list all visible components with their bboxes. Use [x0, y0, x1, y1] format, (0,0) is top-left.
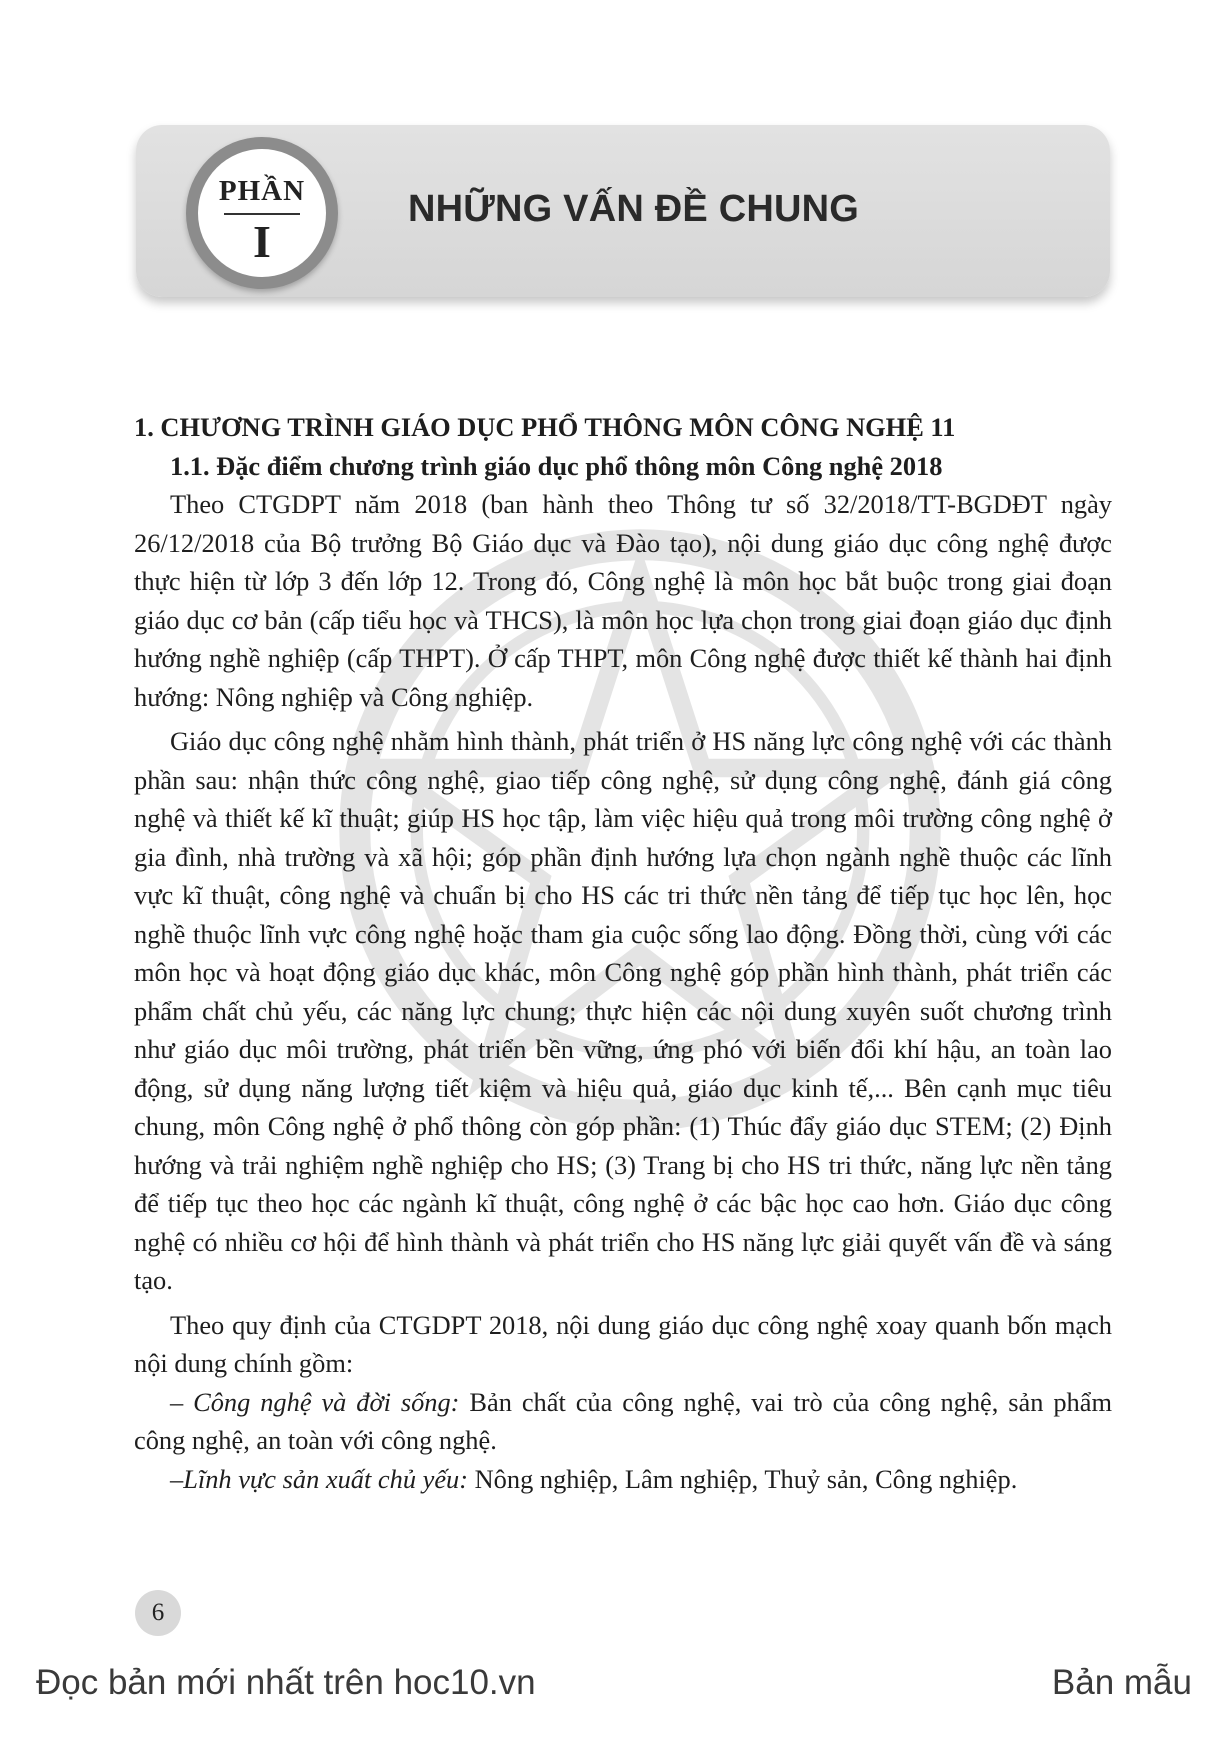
chapter-title: NHỮNG VẤN ĐỀ CHUNG [408, 188, 860, 230]
part-badge-inner [198, 149, 326, 277]
footer-sample-label: Bản mẫu [1051, 1663, 1192, 1702]
part-badge [186, 137, 338, 289]
list-item [134, 1383, 1112, 1460]
paragraph: Giáo dục công nghệ nhằm hình thành, phát triển ở HS năng lực công nghệ với các thành phần sau: nhận thức công nghệ, giao tiếp công nghệ, sử dụng công nghệ, đánh giá công nghệ và thiết kế kĩ thuật; giúp HS học tập, làm việc hiệu quả trong môi trường công nghệ ở gia đình, nhà trường và xã hội; góp phần định hướng lựa chọn ngành nghề thuộc các lĩnh vực kĩ thuật, công nghệ và chuẩn bị cho HS các tri thức nền tảng để tiếp tục học lên, học nghề thuộc lĩnh vực công nghệ hoặc tham gia cuộc sống lao động. Đồng thời, cùng với các môn học và hoạt động giáo dục khác, môn Công nghệ góp phần hình thành, phát triển các phẩm chất chủ yếu, các năng lực chung; thực hiện các nội dung xuyên suốt chương trình như giáo dục môi trường, phát triển bền vững, ứng phó với biến đổi khí hậu, an toàn lao động, sử dụng năng lượng tiết kiệm và hiệu quả, giáo dục kinh tế,... Bên cạnh mục tiêu chung, môn Công nghệ ở phổ thông còn góp phần: (1) Thúc đẩy giáo dục STEM; (2) Định hướng và trải nghiệm nghề nghiệp cho HS; (3) Trang bị cho HS tri thức, năng lực nền tảng để tiếp tục theo học các ngành kĩ thuật, công nghệ ở các bậc học cao hơn. Giáo dục công nghệ có nhiều cơ hội để hình thành và phát triển cho HS năng lực giải quyết vấn đề và sáng tạo. [134, 726, 1112, 1295]
section-heading: 1. CHƯƠNG TRÌNH GIÁO DỤC PHỔ THÔNG MÔN CÔNG NGHỆ 11 [134, 412, 956, 442]
list-item [134, 1460, 1112, 1499]
part-label: PHẦN [218, 175, 306, 207]
list-dash: – [170, 1386, 194, 1417]
page-content [134, 408, 1112, 1498]
list-text: Bản chất của công nghệ, vai trò của công nghệ, sản phẩm công nghệ, an toàn với công nghệ. [134, 1386, 1112, 1455]
paragraph: Theo CTGDPT năm 2018 (ban hành theo Thông tư số 32/2018/TT-BGDĐT ngày 26/12/2018 của Bộ trưởng Bộ Giáo dục và Đào tạo), nội dung giáo dục công nghệ được thực hiện từ lớp 3 đến lớp 12. Trong đó, Công nghệ là môn học bắt buộc trong giai đoạn giáo dục cơ bản (cấp tiểu học và THCS), là môn học lựa chọn trong giai đoạn giáo dục định hướng nghề nghiệp (cấp THPT). Ở cấp THPT, môn Công nghệ được thiết kế thành hai định hướng: Nông nghiệp và Công nghiệp. [134, 489, 1112, 712]
paragraph: Theo quy định của CTGDPT 2018, nội dung giáo dục công nghệ xoay quanh bốn mạch nội dung chính gồm: [134, 1309, 1112, 1378]
part-number: I [253, 216, 271, 267]
list-text: Nông nghiệp, Lâm nghiệp, Thuỷ sản, Công nghiệp. [468, 1463, 1018, 1494]
list-term: Lĩnh vực sản xuất chủ yếu: [183, 1463, 469, 1494]
list-dash: – [170, 1463, 184, 1494]
page-number: 6 [135, 1590, 181, 1636]
footer-source-link[interactable]: Đọc bản mới nhất trên hoc10.vn [36, 1663, 536, 1702]
list-term: Công nghệ và đời sống: [193, 1386, 460, 1417]
subsection-heading: 1.1. Đặc điểm chương trình giáo dục phổ thông môn Công nghệ 2018 [170, 450, 943, 481]
